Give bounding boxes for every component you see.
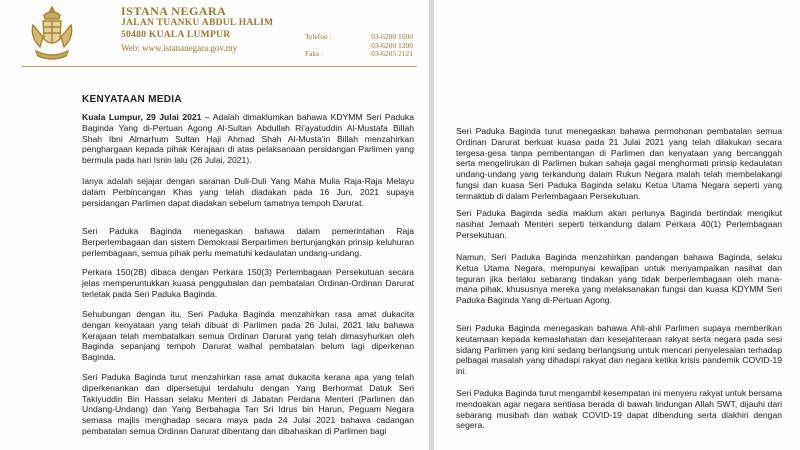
- fax-label: Faks :: [305, 49, 324, 58]
- letterhead: [121, 5, 273, 54]
- paragraph-11: Seri Paduka Baginda turut mengambil kesempatan ini menyeru rakyat untuk bersama mendoakan agar negara sentiasa berada di bawah lindungan Allah SWT, dijauhi dari sebarang musibah dan wabak COVID-19 dapat dibendung serta diakhiri dengan segera.: [456, 388, 782, 431]
- paragraph-4: Perkara 150(2B) dibaca dengan Perkara 150(3) Perlembagaan Persekutuan secara jelas memperuntukkan kuasa penggubalan dan pembatalan Ordinan-Ordinan Darurat terletak pada Seri Paduka Baginda.: [82, 267, 414, 299]
- paragraph-7: Seri Paduka Baginda turut menegaskan bahawa permohonan pembatalan semua Ordinan Darurat berkuat kuasa pada 21 Julai 2021 yang telah dilakukan secara tergesa-gesa tanpa pembentangan di Parlimen dan kenyataan yang bercanggah serta mengelirukan di Parlimen bukan sahaja gagal menghormati prinsip kedaulatan undang-undang yang terkandung dalam Rukun Negara malah telah membelakangi fungsi dan kuasa Seri Paduka Baginda selaku Ketua Utama Negara seperti yang termaktub di dalam Perlembagaan Persekutuan.: [456, 126, 782, 201]
- address-line-1: JALAN TUANKU ABDUL HALIM: [121, 18, 274, 28]
- paragraph-10: Seri Paduka Baginda menegaskan bahawa Ahli-ahli Parlimen supaya memberikan keutamaan kepada kemaslahatan dan kesejahteraan rakyat serta negara pada sesi sidang Parlimen yang kini sedang berlangsung untuk mencari penyelesaian terhadap pelbagai masalah yang dihadapi rakyat dan negara ketika krisis pandemik COVID-19 ini.: [456, 323, 782, 377]
- paragraph-1: Kuala Lumpur, 29 Julai 2021 – Adalah dimaklumkan bahawa KDYMM Seri Paduka Baginda Yang di-Pertuan Agong Al-Sultan Abdullah Ri'ayatuddin Al-Mustafa Billah Shah Ibni Almarhum Sultan Haji Ahmad Shah Al-Musta'in Billah menzahirkan penghargaan kepada pihak Kerajaan di atas pelaksanaan persidangan Parlimen yang bermula pada hari Isnin lalu (26 Julai, 2021).: [82, 112, 414, 166]
- royal-crest-logo: [28, 3, 76, 63]
- paragraph-2: Ianya adalah sejajar dengan saranan Duli-Duli Yang Maha Mulia Raja-Raja Melayu dalam Perbincangan Khas yang telah diadakan pada 16 Jun, 2021 supaya persidangan Parlimen dapat diadakan sebelum tamatnya tempoh Darurat.: [82, 176, 414, 208]
- fax-value: 03-6205 2121: [371, 49, 413, 58]
- paragraph-3: Seri Paduka Baginda menegaskan bahawa dalam pemerintahan Raja Berperlembagaan dan sistem Demokrasi Berparlimen bertunjangkan prinsip keluhuran perlembagaan, semua pihak perlu mematuhi kedaulatan undang-undang.: [82, 226, 414, 258]
- paragraph-9: Namun, Seri Paduka Baginda menzahirkan pandangan bahawa Baginda, selaku Ketua Utama Negara, mempunyai kewajipan untuk menyampaikan nasihat dan teguran jika berlaku sebarang tindakan yang tidak berperlembagaan oleh mana-mana pihak, khususnya mereka yang melaksanakan fungsi dan kuasa KDYMM Seri Paduka Baginda Yang di-Pertuan Agong.: [456, 252, 782, 306]
- website: Web: www.istananegara.gov.my: [121, 43, 238, 53]
- dateline: Kuala Lumpur, 29 Julai 2021: [82, 112, 202, 122]
- phone-label: Telefon :: [305, 32, 332, 41]
- document-heading: KENYATAAN MEDIA: [82, 94, 182, 105]
- institution-name: ISTANA NEGARA: [121, 4, 227, 18]
- phone-value-1: 03-6200 1000: [371, 32, 413, 41]
- contact-block: [305, 33, 413, 59]
- paragraph-6: Seri Paduka Baginda turut menzahirkan rasa amat dukacita kerana apa yang telah diperkenankan dan dipersetujui terdahulu dengan Yang Berhormat Datuk Seri Takiyuddin Bin Hassan selaku Menteri di Jabatan Perdana Menteri (Parlimen dan Undang-Undang) dan Yang Berbahagia Tan Sri Idrus bin Harun, Peguam Negara semasa majlis menghadap secara maya pada 24 Julai 2021 bahawa cadangan pembatalan semua Ordinan Darurat dibentang dan dibahaskan di Parlimen bagi: [82, 372, 414, 436]
- header-divider: [22, 66, 417, 67]
- phone-value-2: 03-6200 1200: [371, 40, 413, 50]
- page-right: [434, 0, 800, 450]
- paragraph-5: Sehubungan dengan itu, Seri Paduka Baginda menzahirkan rasa amat dukacita dengan kenyataan yang telah dibuat di Parlimen pada 26 Julai, 2021 lalu bahawa Kerajaan telah membatalkan semua Ordinan Darurat yang telah dimasyhurkan oleh Baginda sepanjang tempoh Darurat walhal pembatalan belum lagi diperkenan Baginda.: [82, 309, 414, 363]
- paragraph-8: Seri Paduka Baginda sedia maklum akan perlunya Baginda bertindak mengikut nasihat Jemaah Menteri seperti terkandung dalam Perkara 40(1) Perlembagaan Persekutuan.: [456, 208, 782, 240]
- address-line-2: 50480 KUALA LUMPUR: [121, 30, 231, 40]
